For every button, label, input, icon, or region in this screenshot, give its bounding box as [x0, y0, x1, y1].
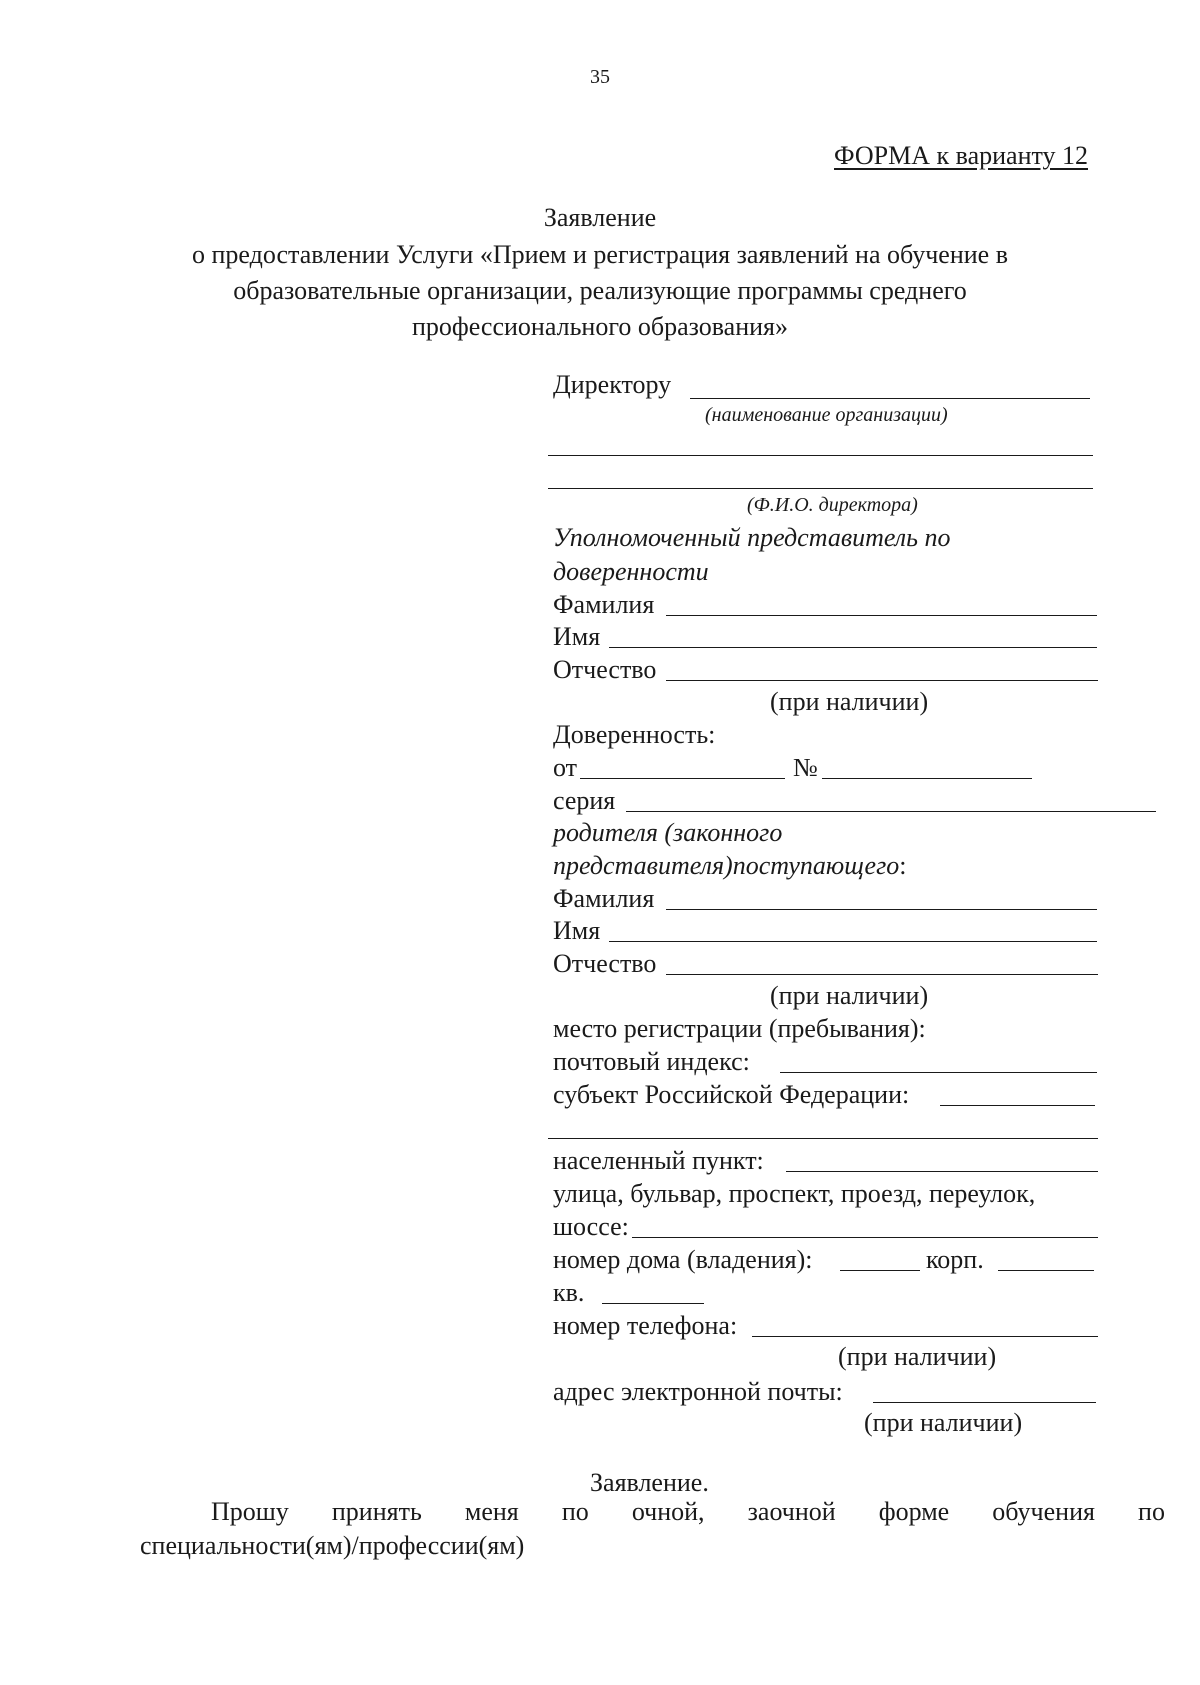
poa-series-label: серия [553, 786, 616, 815]
poa-number-label: № [793, 753, 818, 782]
statement-word: очной, [631, 1497, 705, 1526]
statement-line-2: специальности(ям)/профессии(ям) [140, 1531, 525, 1560]
org-name-hint: (наименование организации) [705, 404, 948, 426]
director-line-1[interactable] [548, 455, 1093, 456]
locality-field[interactable] [786, 1171, 1098, 1172]
parent-heading-colon: : [899, 851, 907, 880]
poa-series-field[interactable] [626, 811, 1156, 812]
statement-word: меня [464, 1497, 519, 1526]
title-line-3: образовательные организации, реализующие программы среднего [233, 276, 967, 305]
rep-patronymic-hint: (при наличии) [770, 687, 929, 716]
parent-surname-field[interactable] [666, 909, 1097, 910]
rep-patronymic-label: Отчество [553, 655, 657, 684]
locality-label: населенный пункт: [553, 1146, 764, 1175]
parent-name-field[interactable] [609, 941, 1097, 942]
parent-heading-2 [553, 851, 906, 881]
email-field[interactable] [873, 1402, 1096, 1403]
subject-label: субъект Российской Федерации: [553, 1080, 910, 1109]
email-label: адрес электронной почты: [553, 1377, 843, 1406]
title-line-2: о предоставлении Услуги «Прием и регистрация заявлений на обучение в [192, 240, 1008, 269]
street-field[interactable] [632, 1237, 1098, 1238]
poa-date-field[interactable] [580, 778, 785, 779]
building-label: корп. [926, 1245, 984, 1274]
apartment-label: кв. [553, 1278, 585, 1307]
statement-word: Прошу [211, 1497, 289, 1526]
email-hint: (при наличии) [864, 1408, 1023, 1437]
rep-patronymic-field[interactable] [666, 680, 1098, 681]
statement-heading: Заявление. [590, 1468, 709, 1497]
document-title: Заявление [543, 203, 657, 232]
street-label: улица, бульвар, проспект, проезд, переулок, [553, 1179, 1036, 1208]
house-field[interactable] [840, 1270, 920, 1271]
statement-word: по [561, 1497, 589, 1526]
statement-word: обучения [992, 1497, 1095, 1526]
power-of-attorney-label: Доверенность: [553, 720, 716, 749]
subject-field-line-2[interactable] [548, 1138, 1098, 1139]
director-org-field[interactable] [690, 398, 1090, 399]
representative-heading: Уполномоченный представитель по [553, 523, 951, 552]
representative-heading-2: доверенности [553, 557, 709, 586]
page-number: 35 [590, 66, 610, 88]
building-field[interactable] [998, 1270, 1094, 1271]
rep-name-field[interactable] [609, 647, 1097, 648]
statement-word: форме [878, 1497, 950, 1526]
parent-heading-text: представителя)поступающего [553, 851, 900, 880]
house-label: номер дома (владения): [553, 1245, 813, 1274]
poa-from-label: от [553, 753, 578, 782]
parent-surname-label: Фамилия [553, 884, 655, 913]
statement-word: заочной [747, 1497, 836, 1526]
poa-number-field[interactable] [822, 778, 1032, 779]
rep-name-label: Имя [553, 622, 601, 651]
subject-field[interactable] [940, 1105, 1095, 1106]
director-label: Директору [553, 370, 672, 399]
postal-code-field[interactable] [780, 1072, 1097, 1073]
director-fio-hint: (Ф.И.О. директора) [747, 494, 918, 516]
apartment-field[interactable] [602, 1303, 704, 1304]
title-line-4: профессионального образования» [411, 312, 789, 341]
phone-field[interactable] [752, 1336, 1098, 1337]
parent-patronymic-label: Отчество [553, 949, 657, 978]
parent-name-label: Имя [553, 916, 601, 945]
rep-surname-field[interactable] [666, 615, 1097, 616]
phone-label: номер телефона: [553, 1311, 738, 1340]
rep-surname-label: Фамилия [553, 590, 655, 619]
postal-code-label: почтовый индекс: [553, 1047, 750, 1076]
form-reference: ФОРМА к варианту 12 [834, 141, 1088, 170]
statement-word: принять [331, 1497, 422, 1526]
parent-patronymic-field[interactable] [666, 974, 1098, 975]
director-fio-field[interactable] [548, 488, 1093, 489]
statement-word: по [1138, 1497, 1165, 1526]
statement-line-1 [211, 1497, 1165, 1527]
phone-hint: (при наличии) [838, 1342, 997, 1371]
street-label-2: шоссе: [553, 1212, 629, 1241]
registration-label: место регистрации (пребывания): [553, 1014, 926, 1043]
parent-patronymic-hint: (при наличии) [770, 981, 929, 1010]
parent-heading: родителя (законного [553, 818, 783, 847]
